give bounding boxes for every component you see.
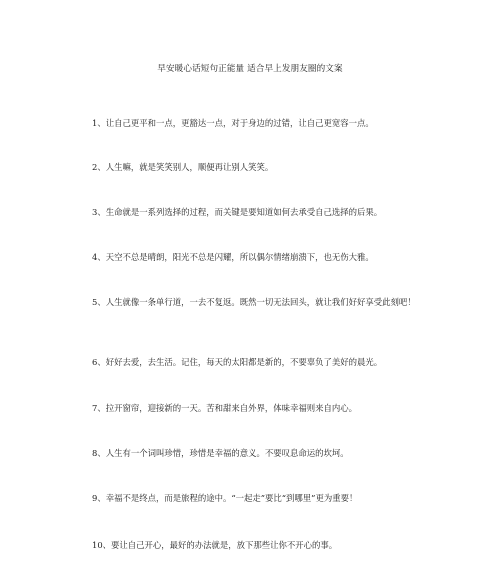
list-item: 10、要让自己开心，最好的办法就是，放下那些让你不开心的事。 — [92, 540, 338, 550]
list-item: 4、天空不总是晴朗，阳光不总是闪耀，所以偶尔情绪崩溃下，也无伤大雅。 — [92, 252, 374, 262]
list-item: 9、幸福不是终点，而是旅程的途中。“一起走”要比“到哪里”更为重要！ — [92, 493, 358, 503]
document-title: 早安暖心话短句正能量 适合早上发朋友圈的文案 — [157, 64, 343, 74]
list-item: 5、人生就像一条单行道，一去不复返。既然一切无法回头，就让我们好好享受此刻吧！ — [92, 297, 416, 307]
list-item: 2、人生嘛，就是笑笑别人，顺便再让别人笑笑。 — [92, 162, 274, 172]
list-item: 7、拉开窗帘，迎接新的一天。苦和甜来自外界，体味幸福则来自内心。 — [92, 403, 357, 413]
list-item: 1、让自己更平和一点，更豁达一点，对于身边的过错，让自己更宽容一点。 — [92, 118, 374, 128]
list-item: 8、人生有一个词叫珍惜，珍惜是幸福的意义。不要叹息命运的坎坷。 — [92, 448, 349, 458]
list-item: 3、生命就是一系列选择的过程，而关键是要知道如何去承受自己选择的后果。 — [92, 207, 383, 217]
list-item: 6、好好去爱，去生活。记住，每天的太阳都是新的，不要辜负了美好的晨光。 — [92, 357, 383, 367]
